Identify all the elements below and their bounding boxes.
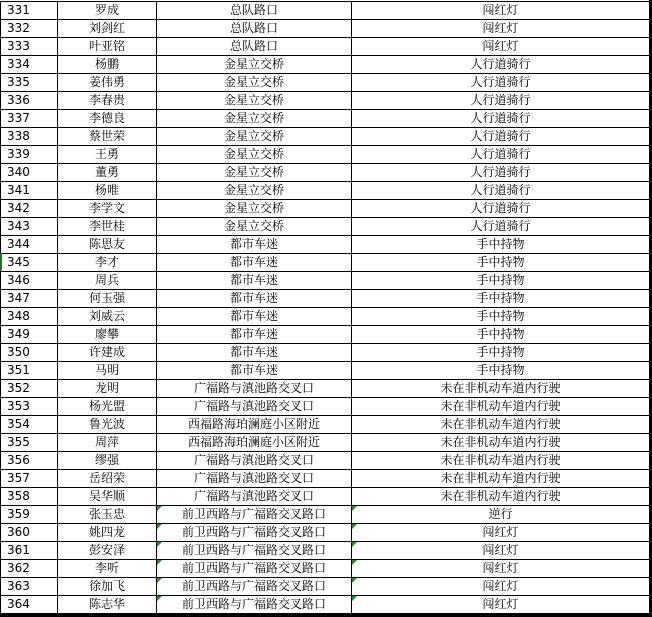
- table-row: [1, 596, 650, 614]
- location-cell[interactable]: 都市车迷: [157, 290, 352, 308]
- violation-cell[interactable]: 人行道骑行: [352, 128, 650, 146]
- row-number-cell[interactable]: 331: [1, 2, 58, 20]
- violation-cell[interactable]: 闯红灯: [352, 38, 650, 56]
- table-row: [1, 128, 650, 146]
- location-cell[interactable]: 金星立交桥: [157, 92, 352, 110]
- name-cell[interactable]: 刘剑红: [58, 20, 157, 38]
- row-number-cell[interactable]: 336: [1, 92, 58, 110]
- violation-cell[interactable]: 未在非机动车道内行驶: [352, 452, 650, 470]
- table-row: [1, 290, 650, 308]
- violation-cell[interactable]: 闯红灯: [352, 2, 650, 20]
- location-cell[interactable]: 前卫西路与广福路交叉路口: [157, 578, 352, 596]
- table-row: [1, 578, 650, 596]
- name-cell[interactable]: 龙明: [58, 380, 157, 398]
- row-number-cell[interactable]: 357: [1, 470, 58, 488]
- name-cell[interactable]: 姜伟勇: [58, 74, 157, 92]
- name-cell[interactable]: 周萍: [58, 434, 157, 452]
- violation-cell[interactable]: 手中持物: [352, 362, 650, 380]
- table-row: [1, 218, 650, 236]
- violation-cell[interactable]: 人行道骑行: [352, 200, 650, 218]
- row-number-cell[interactable]: 362: [1, 560, 58, 578]
- row-number-cell[interactable]: 363: [1, 578, 58, 596]
- violation-cell[interactable]: 未在非机动车道内行驶: [352, 416, 650, 434]
- location-cell[interactable]: 广福路与滇池路交叉口: [157, 452, 352, 470]
- name-cell[interactable]: 马明: [58, 362, 157, 380]
- violation-cell[interactable]: 逆行: [352, 506, 650, 524]
- violation-cell[interactable]: 未在非机动车道内行驶: [352, 470, 650, 488]
- location-cell[interactable]: 前卫西路与广福路交叉路口: [157, 542, 352, 560]
- violation-cell[interactable]: 闯红灯: [352, 596, 650, 614]
- table-row: [1, 200, 650, 218]
- location-cell[interactable]: 都市车迷: [157, 254, 352, 272]
- name-cell[interactable]: 刘威云: [58, 308, 157, 326]
- table-row: [1, 542, 650, 560]
- location-cell[interactable]: 前卫西路与广福路交叉路口: [157, 524, 352, 542]
- row-number-cell[interactable]: 355: [1, 434, 58, 452]
- location-cell[interactable]: 金星立交桥: [157, 74, 352, 92]
- row-number-cell[interactable]: 338: [1, 128, 58, 146]
- row-number-cell[interactable]: 361: [1, 542, 58, 560]
- location-cell[interactable]: 都市车迷: [157, 344, 352, 362]
- name-cell[interactable]: 叶亚铭: [58, 38, 157, 56]
- row-number-cell[interactable]: 333: [1, 38, 58, 56]
- row-number-cell[interactable]: 360: [1, 524, 58, 542]
- name-cell[interactable]: 蔡世荣: [58, 128, 157, 146]
- row-number-cell[interactable]: 349: [1, 326, 58, 344]
- row-number-cell[interactable]: 339: [1, 146, 58, 164]
- violation-cell[interactable]: 人行道骑行: [352, 146, 650, 164]
- violation-cell[interactable]: 闯红灯: [352, 524, 650, 542]
- violation-cell[interactable]: 手中持物: [352, 290, 650, 308]
- violation-cell[interactable]: 未在非机动车道内行驶: [352, 398, 650, 416]
- row-number-cell[interactable]: 343: [1, 218, 58, 236]
- location-cell[interactable]: 西福路海珀澜庭小区附近: [157, 416, 352, 434]
- name-cell[interactable]: 李才: [58, 254, 157, 272]
- name-cell[interactable]: 鲁光波: [58, 416, 157, 434]
- row-number-cell[interactable]: 348: [1, 308, 58, 326]
- name-cell[interactable]: 陈思友: [58, 236, 157, 254]
- violation-cell[interactable]: 未在非机动车道内行驶: [352, 434, 650, 452]
- row-number-cell[interactable]: 346: [1, 272, 58, 290]
- row-number-cell[interactable]: 340: [1, 164, 58, 182]
- name-cell[interactable]: 廖攀: [58, 326, 157, 344]
- table-row: [1, 110, 650, 128]
- row-selection-marker: [0, 253, 2, 270]
- table-row: [1, 470, 650, 488]
- table-row: [1, 182, 650, 200]
- table-row: [1, 434, 650, 452]
- name-cell[interactable]: 姚四龙: [58, 524, 157, 542]
- name-cell[interactable]: 彭安泽: [58, 542, 157, 560]
- table-row: [1, 560, 650, 578]
- table-row: [1, 488, 650, 506]
- row-number-cell[interactable]: 344: [1, 236, 58, 254]
- name-cell[interactable]: 李听: [58, 560, 157, 578]
- table-row: [1, 38, 650, 56]
- violation-cell[interactable]: 手中持物: [352, 272, 650, 290]
- row-number-cell[interactable]: 347: [1, 290, 58, 308]
- row-number-cell[interactable]: 364: [1, 596, 58, 614]
- table-row: [1, 326, 650, 344]
- location-cell[interactable]: 总队路口: [157, 20, 352, 38]
- row-number-cell[interactable]: 358: [1, 488, 58, 506]
- name-cell[interactable]: 张玉忠: [58, 506, 157, 524]
- name-cell[interactable]: 徐加飞: [58, 578, 157, 596]
- name-cell[interactable]: 周兵: [58, 272, 157, 290]
- location-cell[interactable]: 金星立交桥: [157, 128, 352, 146]
- location-cell[interactable]: 广福路与滇池路交叉口: [157, 398, 352, 416]
- location-cell[interactable]: 前卫西路与广福路交叉路口: [157, 560, 352, 578]
- name-cell[interactable]: 李学文: [58, 200, 157, 218]
- table-row: [1, 2, 650, 20]
- violation-cell[interactable]: 闯红灯: [352, 560, 650, 578]
- violation-cell[interactable]: 闯红灯: [352, 542, 650, 560]
- row-number-cell[interactable]: 350: [1, 344, 58, 362]
- table-row: [1, 236, 650, 254]
- violation-cell[interactable]: 人行道骑行: [352, 110, 650, 128]
- table-row: [1, 524, 650, 542]
- name-cell[interactable]: 杨唯: [58, 182, 157, 200]
- table-row: [1, 74, 650, 92]
- row-number-cell[interactable]: 332: [1, 20, 58, 38]
- location-cell[interactable]: 广福路与滇池路交叉口: [157, 470, 352, 488]
- name-cell[interactable]: 何玉强: [58, 290, 157, 308]
- table-row: [1, 380, 650, 398]
- row-number-cell[interactable]: 351: [1, 362, 58, 380]
- name-cell[interactable]: 李世桂: [58, 218, 157, 236]
- table-row: [1, 452, 650, 470]
- location-cell[interactable]: 金星立交桥: [157, 182, 352, 200]
- row-number-cell[interactable]: 342: [1, 200, 58, 218]
- violation-cell[interactable]: 手中持物: [352, 344, 650, 362]
- row-number-cell[interactable]: 345: [1, 254, 58, 272]
- row-number-cell[interactable]: 341: [1, 182, 58, 200]
- name-cell[interactable]: 李德良: [58, 110, 157, 128]
- location-cell[interactable]: 金星立交桥: [157, 56, 352, 74]
- location-cell[interactable]: 都市车迷: [157, 236, 352, 254]
- name-cell[interactable]: 缪强: [58, 452, 157, 470]
- row-number-cell[interactable]: 359: [1, 506, 58, 524]
- table-row: [1, 272, 650, 290]
- name-cell[interactable]: 岳绍荣: [58, 470, 157, 488]
- location-cell[interactable]: 都市车迷: [157, 326, 352, 344]
- table-row: [1, 362, 650, 380]
- row-number-cell[interactable]: 353: [1, 398, 58, 416]
- violation-cell[interactable]: 未在非机动车道内行驶: [352, 380, 650, 398]
- location-cell[interactable]: 都市车迷: [157, 272, 352, 290]
- name-cell[interactable]: 李春贵: [58, 92, 157, 110]
- location-cell[interactable]: 前卫西路与广福路交叉路口: [157, 596, 352, 614]
- row-number-cell[interactable]: 356: [1, 452, 58, 470]
- name-cell[interactable]: 杨光盟: [58, 398, 157, 416]
- location-cell[interactable]: 都市车迷: [157, 308, 352, 326]
- location-cell[interactable]: 总队路口: [157, 2, 352, 20]
- table-row: [1, 506, 650, 524]
- violation-cell[interactable]: 人行道骑行: [352, 56, 650, 74]
- table-row: [1, 92, 650, 110]
- table-row: [1, 20, 650, 38]
- row-number-cell[interactable]: 354: [1, 416, 58, 434]
- table-row: [1, 416, 650, 434]
- violations-table: [0, 1, 650, 614]
- name-cell[interactable]: 陈志华: [58, 596, 157, 614]
- name-cell[interactable]: 董勇: [58, 164, 157, 182]
- violation-cell[interactable]: 人行道骑行: [352, 164, 650, 182]
- location-cell[interactable]: 金星立交桥: [157, 200, 352, 218]
- name-cell[interactable]: 吴华顺: [58, 488, 157, 506]
- location-cell[interactable]: 都市车迷: [157, 362, 352, 380]
- name-cell[interactable]: 罗成: [58, 2, 157, 20]
- violation-cell[interactable]: 手中持物: [352, 236, 650, 254]
- table-row: [1, 164, 650, 182]
- location-cell[interactable]: 前卫西路与广福路交叉路口: [157, 506, 352, 524]
- table-row: [1, 254, 650, 272]
- violation-cell[interactable]: 未在非机动车道内行驶: [352, 488, 650, 506]
- row-number-cell[interactable]: 335: [1, 74, 58, 92]
- location-cell[interactable]: 金星立交桥: [157, 218, 352, 236]
- table-row: [1, 56, 650, 74]
- row-number-cell[interactable]: 352: [1, 380, 58, 398]
- table-row: [1, 146, 650, 164]
- table-row: [1, 308, 650, 326]
- location-cell[interactable]: 广福路与滇池路交叉口: [157, 488, 352, 506]
- violation-cell[interactable]: 手中持物: [352, 254, 650, 272]
- location-cell[interactable]: 总队路口: [157, 38, 352, 56]
- violation-cell[interactable]: 人行道骑行: [352, 218, 650, 236]
- location-cell[interactable]: 金星立交桥: [157, 164, 352, 182]
- violation-cell[interactable]: 闯红灯: [352, 20, 650, 38]
- location-cell[interactable]: 金星立交桥: [157, 110, 352, 128]
- table-row: [1, 398, 650, 416]
- violation-cell[interactable]: 人行道骑行: [352, 92, 650, 110]
- violation-cell[interactable]: 闯红灯: [352, 578, 650, 596]
- name-cell[interactable]: 杨鹏: [58, 56, 157, 74]
- location-cell[interactable]: 广福路与滇池路交叉口: [157, 380, 352, 398]
- table-body: [1, 2, 650, 614]
- row-number-cell[interactable]: 337: [1, 110, 58, 128]
- name-cell[interactable]: 王勇: [58, 146, 157, 164]
- violation-cell[interactable]: 手中持物: [352, 326, 650, 344]
- table-row: [1, 344, 650, 362]
- violation-cell[interactable]: 手中持物: [352, 308, 650, 326]
- location-cell[interactable]: 金星立交桥: [157, 146, 352, 164]
- violation-cell[interactable]: 人行道骑行: [352, 182, 650, 200]
- row-number-cell[interactable]: 334: [1, 56, 58, 74]
- name-cell[interactable]: 许建成: [58, 344, 157, 362]
- location-cell[interactable]: 西福路海珀澜庭小区附近: [157, 434, 352, 452]
- violation-cell[interactable]: 人行道骑行: [352, 74, 650, 92]
